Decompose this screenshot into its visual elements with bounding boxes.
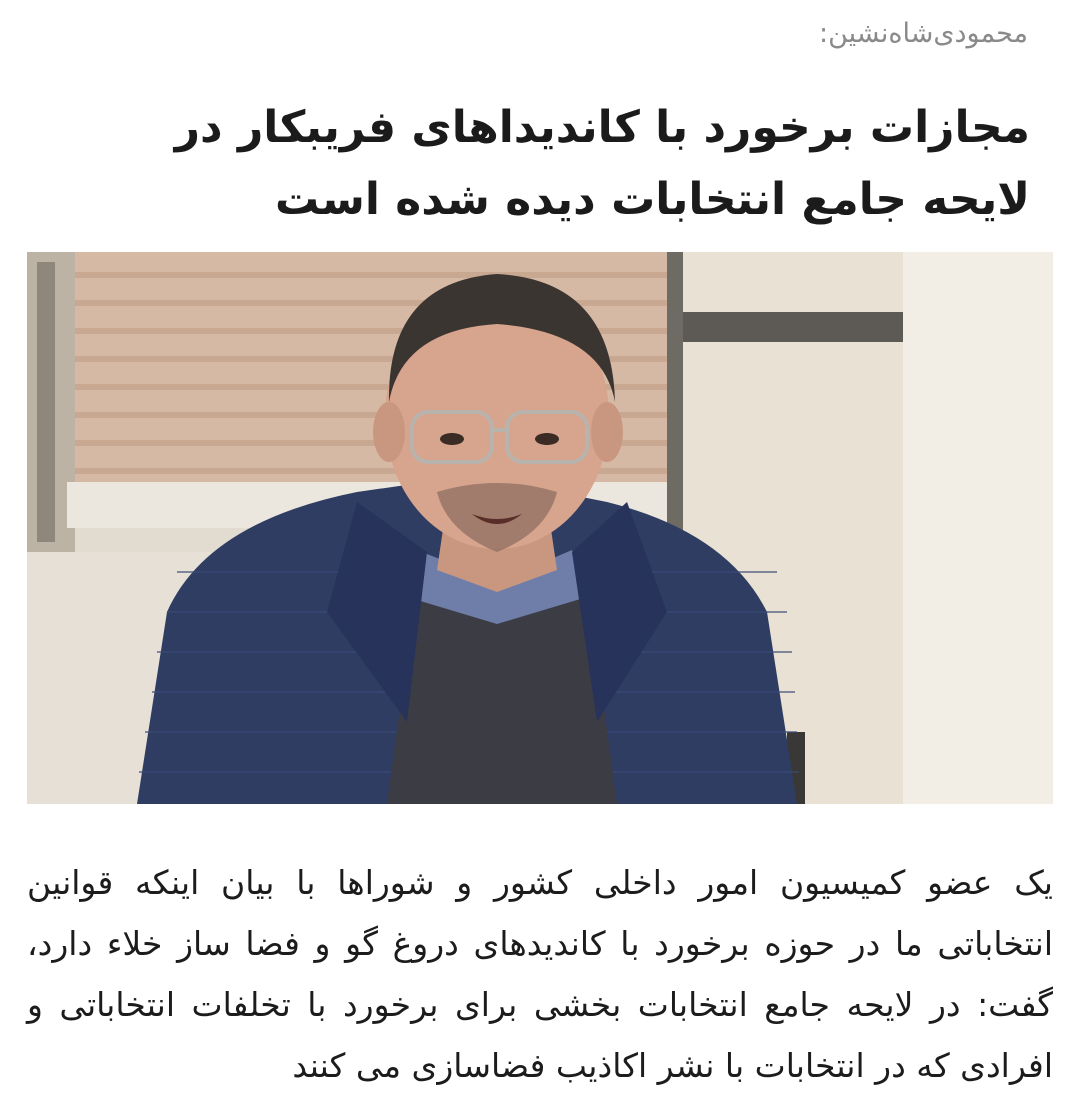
author-byline: محمودی‌شاه‌نشین: <box>819 18 1028 49</box>
article-photo <box>27 252 1053 804</box>
article-headline: مجازات برخورد با کاندیداهای فریبکار در لایحه جامع انتخابات دیده شده است <box>174 102 1030 225</box>
article-body: یک عضو کمیسیون امور داخلی کشور و شوراها با بیان اینکه قوانین انتخاباتی ما در حوزه برخورد با کاندیدهای دروغ گو و فضا ساز خلاء دارد، گفت: در لایحه جامع انتخابات بخشی برای برخورد با تخلفات انتخاباتی و افرادی که در انتخابات با نشر اکاذیب فضاسازی می کنند <box>27 863 1053 1085</box>
